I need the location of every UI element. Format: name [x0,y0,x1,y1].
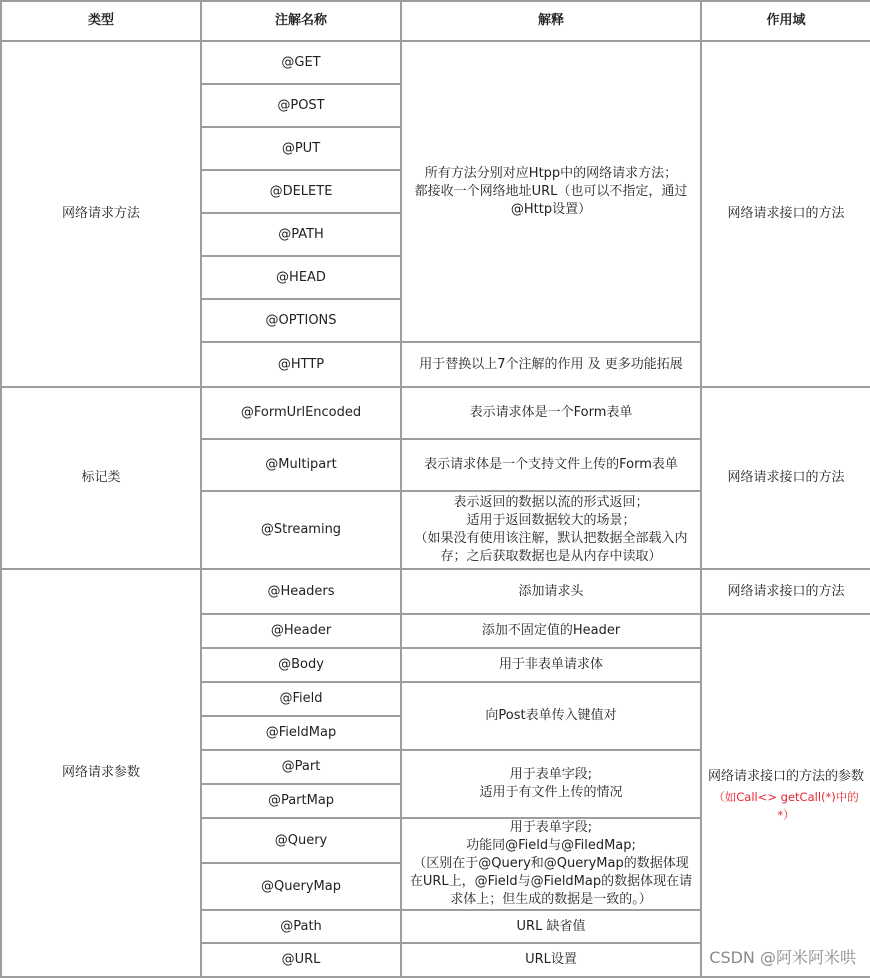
explanation-cell: 用于非表单请求体 [401,648,701,682]
scope-cell-markers: 网络请求接口的方法 [701,387,870,569]
explanation-cell: 添加请求头 [401,569,701,614]
table-row [1,387,870,439]
annotation-cell: @FormUrlEncoded [201,387,401,439]
header-scope: 作用域 [701,1,870,41]
scope-cell-params [701,614,870,977]
annotation-cell: @Path [201,910,401,943]
annotation-cell: @Headers [201,569,401,614]
explanation-cell: 表示请求体是一个支持文件上传的Form表单 [401,439,701,491]
scope-params-text: 网络请求接口的方法的参数 [708,768,865,784]
header-row [1,1,870,41]
annotation-cell: @FieldMap [201,716,401,750]
scope-cell-request-methods: 网络请求接口的方法 [701,41,870,387]
explanation-cell: URL 缺省值 [401,910,701,943]
type-cell-markers: 标记类 [1,387,201,569]
annotation-cell: @Query [201,818,401,863]
scope-params-note: （如Call<> getCall(*)中的*） [713,789,859,822]
explanation-cell: 表示返回的数据以流的形式返回； 适用于返回数据较大的场景； （如果没有使用该注解，默认把数据全部载入内存；之后获取数据也是从内存中读取） [401,491,701,569]
annotation-cell: @PartMap [201,784,401,818]
explanation-cell-http: 用于替换以上7个注解的作用 及 更多功能拓展 [401,342,701,387]
annotation-cell: @URL [201,943,401,977]
table-row [1,569,870,614]
annotation-cell: @GET [201,41,401,84]
annotation-cell: @Field [201,682,401,716]
explanation-cell: URL设置 [401,943,701,977]
type-cell-params: 网络请求参数 [1,569,201,977]
csdn-watermark: CSDN @阿米阿米哄 [709,948,856,967]
annotation-cell: @Streaming [201,491,401,569]
annotation-cell: @POST [201,84,401,127]
annotation-cell: @DELETE [201,170,401,213]
annotation-cell: @Part [201,750,401,784]
scope-cell-headers: 网络请求接口的方法 [701,569,870,614]
annotation-cell: @Multipart [201,439,401,491]
explanation-cell: 表示请求体是一个Form表单 [401,387,701,439]
type-cell-request-methods: 网络请求方法 [1,41,201,387]
explanation-cell: 添加不固定值的Header [401,614,701,648]
annotation-cell: @PUT [201,127,401,170]
annotation-cell: @OPTIONS [201,299,401,342]
explanation-cell-methods: 所有方法分别对应Htpp中的网络请求方法； 都接收一个网络地址URL（也可以不指定，通过@Http设置） [401,41,701,342]
annotation-cell: @QueryMap [201,863,401,910]
annotation-cell: @Header [201,614,401,648]
annotation-cell: @PATH [201,213,401,256]
explanation-cell: 用于表单字段; 功能同@Field与@FiledMap; （区别在于@Query和@QueryMap的数据体现在URL上，@Field与@FieldMap的数据体现在请求体上；但生成的数据是一致的。） [401,818,701,910]
table-row [1,41,870,84]
header-type: 类型 [1,1,201,41]
explanation-cell: 用于表单字段; 适用于有文件上传的情况 [401,750,701,818]
annotation-cell: @HTTP [201,342,401,387]
header-annotation: 注解名称 [201,1,401,41]
explanation-cell: 向Post表单传入键值对 [401,682,701,750]
annotation-cell: @HEAD [201,256,401,299]
header-explanation: 解释 [401,1,701,41]
annotation-cell: @Body [201,648,401,682]
